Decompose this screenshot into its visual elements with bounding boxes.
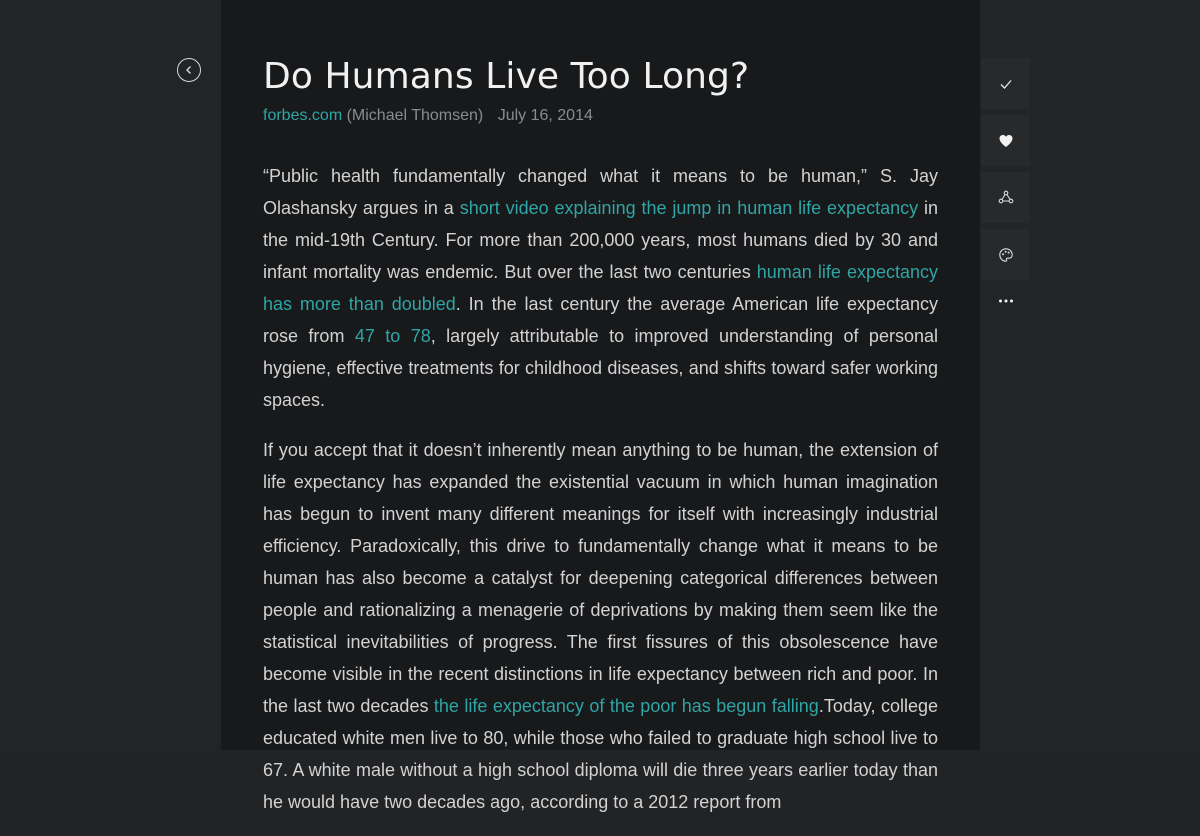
article-meta [263, 104, 938, 128]
statistic-link[interactable]: 47 to 78 [354, 326, 431, 346]
back-icon [184, 65, 194, 75]
paragraph-text: .Today, college educated white men live to 80, while those who failed to graduate high school live to 67. A white male without a high school diploma will die three years earlier today than he would have two decades ago, according to a 2012 report from [263, 696, 939, 812]
more-button[interactable] [981, 286, 1030, 316]
share-icon [998, 190, 1014, 206]
palette-icon [998, 247, 1014, 263]
favorite-button[interactable] [981, 115, 1030, 166]
more-icon [998, 299, 1014, 303]
paragraph-2 [263, 434, 938, 818]
video-link[interactable]: short video explaining the jump in human life expectancy [459, 198, 919, 218]
poor-life-expectancy-link[interactable]: the life expectancy of the poor has begun falling [433, 696, 819, 716]
share-button[interactable] [981, 172, 1030, 223]
check-icon [998, 76, 1014, 92]
heart-icon [998, 133, 1014, 149]
paragraph-text: , largely attributable to improved understanding of personal hygiene, effective treatments for childhood diseases, and shifts toward safer working spaces. [263, 326, 938, 410]
paragraph-text: If you accept that it doesn’t inherently mean anything to be human, the extension of life expectancy has expanded the existential vacuum in which human imagination has begun to invent many different meanings for itself with increasingly industrial efficiency. Paradoxically, this drive to fundamentally change what it means to be human has also become a catalyst for deepening categorical differences between people and rationalizing a menagerie of deprivations by making them seem like the statistical inevitabilities of progress. The first fissures of this obsolescence have become visible in the recent distinctions in life expectancy between rich and poor. In the last two decades [263, 440, 938, 716]
paragraph-1 [263, 160, 938, 416]
mark-read-button[interactable] [981, 58, 1030, 109]
article-title: Do Humans Live Too Long? [263, 56, 750, 97]
action-sidebar [981, 58, 1030, 316]
back-button[interactable] [177, 58, 201, 82]
author-text: (Michael Thomsen) [346, 107, 484, 124]
left-gutter [0, 0, 221, 750]
appearance-button[interactable] [981, 229, 1030, 280]
paragraph-text: “Public health fundamentally changed what it means to be human,” S. Jay Olashansky argues in a [263, 166, 938, 218]
life-expectancy-link[interactable]: human life expectancy has more than doubled [263, 262, 938, 314]
date-text: July 16, 2014 [497, 107, 593, 124]
paragraph-text: in the mid-19th Century. For more than 200,000 years, most humans died by 30 and infant mortality was endemic. But over the last two centuries [263, 198, 939, 282]
article [263, 52, 938, 836]
article-body [263, 160, 938, 818]
paragraph-text: . In the last century the average American life expectancy rose from [263, 294, 939, 346]
source-link[interactable]: forbes.com [263, 107, 343, 124]
